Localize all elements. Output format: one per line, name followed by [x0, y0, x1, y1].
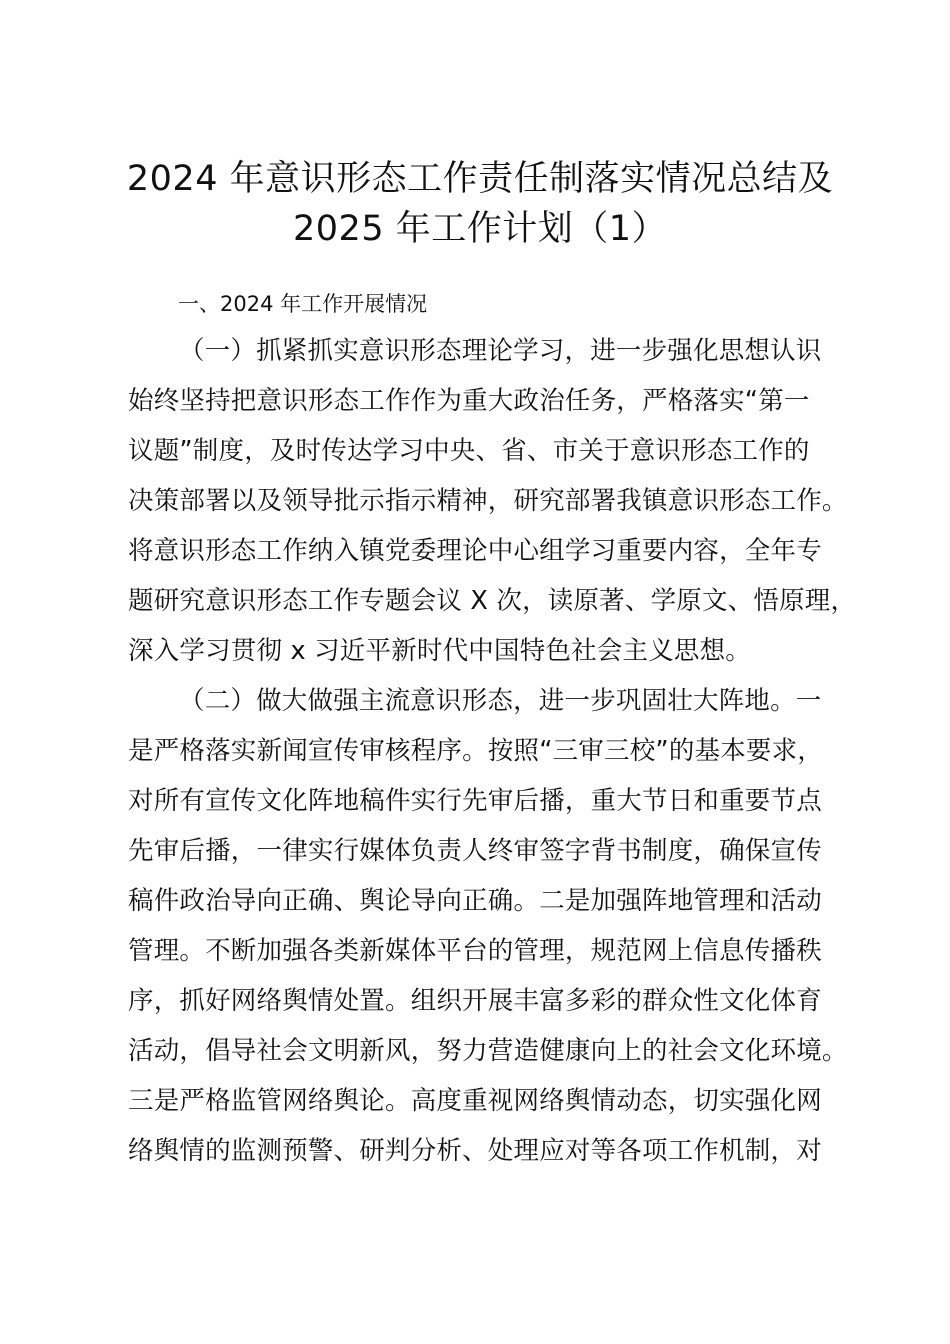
paragraph-line: 先审后播，一律实行媒体负责人终审签字背书制度，确保宣传	[128, 836, 822, 866]
document-title	[100, 154, 860, 254]
paragraph-line: 始终坚持把意识形态工作作为重大政治任务，严格落实“第一	[128, 386, 810, 416]
paragraph-line: 题研究意识形态工作专题会议 X 次，读原著、学原文、悟原理，	[128, 586, 857, 616]
paragraph-line: （一）抓紧抓实意识形态理论学习，进一步强化思想认识	[179, 336, 822, 366]
paragraph-line: 稿件政治导向正确、舆论导向正确。二是加强阵地管理和活动	[128, 886, 822, 916]
paragraph-line: （二）做大做强主流意识形态，进一步巩固壮大阵地。一	[179, 686, 822, 716]
paragraph-line: 络舆情的监测预警、研判分析、处理应对等各项工作机制，对	[128, 1136, 822, 1166]
paragraph-line: 深入学习贯彻 x 习近平新时代中国特色社会主义思想。	[128, 636, 752, 666]
title-line-1: 2024 年意识形态工作责任制落实情况总结及	[126, 159, 834, 199]
paragraph-1	[128, 326, 868, 676]
paragraph-line: 活动，倡导社会文明新风，努力营造健康向上的社会文化环境。	[128, 1036, 848, 1066]
paragraph-line: 序，抓好网络舆情处置。组织开展丰富多彩的群众性文化体育	[128, 986, 822, 1016]
section-heading: 一、2024 年工作开展情况	[178, 292, 428, 316]
document-body	[128, 282, 868, 1176]
paragraph-line: 三是严格监管网络舆论。高度重视网络舆情动态，切实强化网	[128, 1086, 822, 1116]
paragraph-line: 决策部署以及领导批示指示精神，研究部署我镇意识形态工作。	[128, 486, 848, 516]
paragraph-line: 议题”制度，及时传达学习中央、省、市关于意识形态工作的	[128, 436, 810, 466]
paragraph-line: 将意识形态工作纳入镇党委理论中心组学习重要内容，全年专	[128, 536, 822, 566]
paragraph-2	[128, 676, 868, 1176]
paragraph-line: 是严格落实新闻宣传审核程序。按照“三审三校”的基本要求，	[128, 736, 824, 766]
title-line-2: 2025 年工作计划（1）	[293, 209, 667, 249]
paragraph-line: 对所有宣传文化阵地稿件实行先审后播，重大节日和重要节点	[128, 786, 822, 816]
paragraph-line: 管理。不断加强各类新媒体平台的管理，规范网上信息传播秩	[128, 936, 822, 966]
